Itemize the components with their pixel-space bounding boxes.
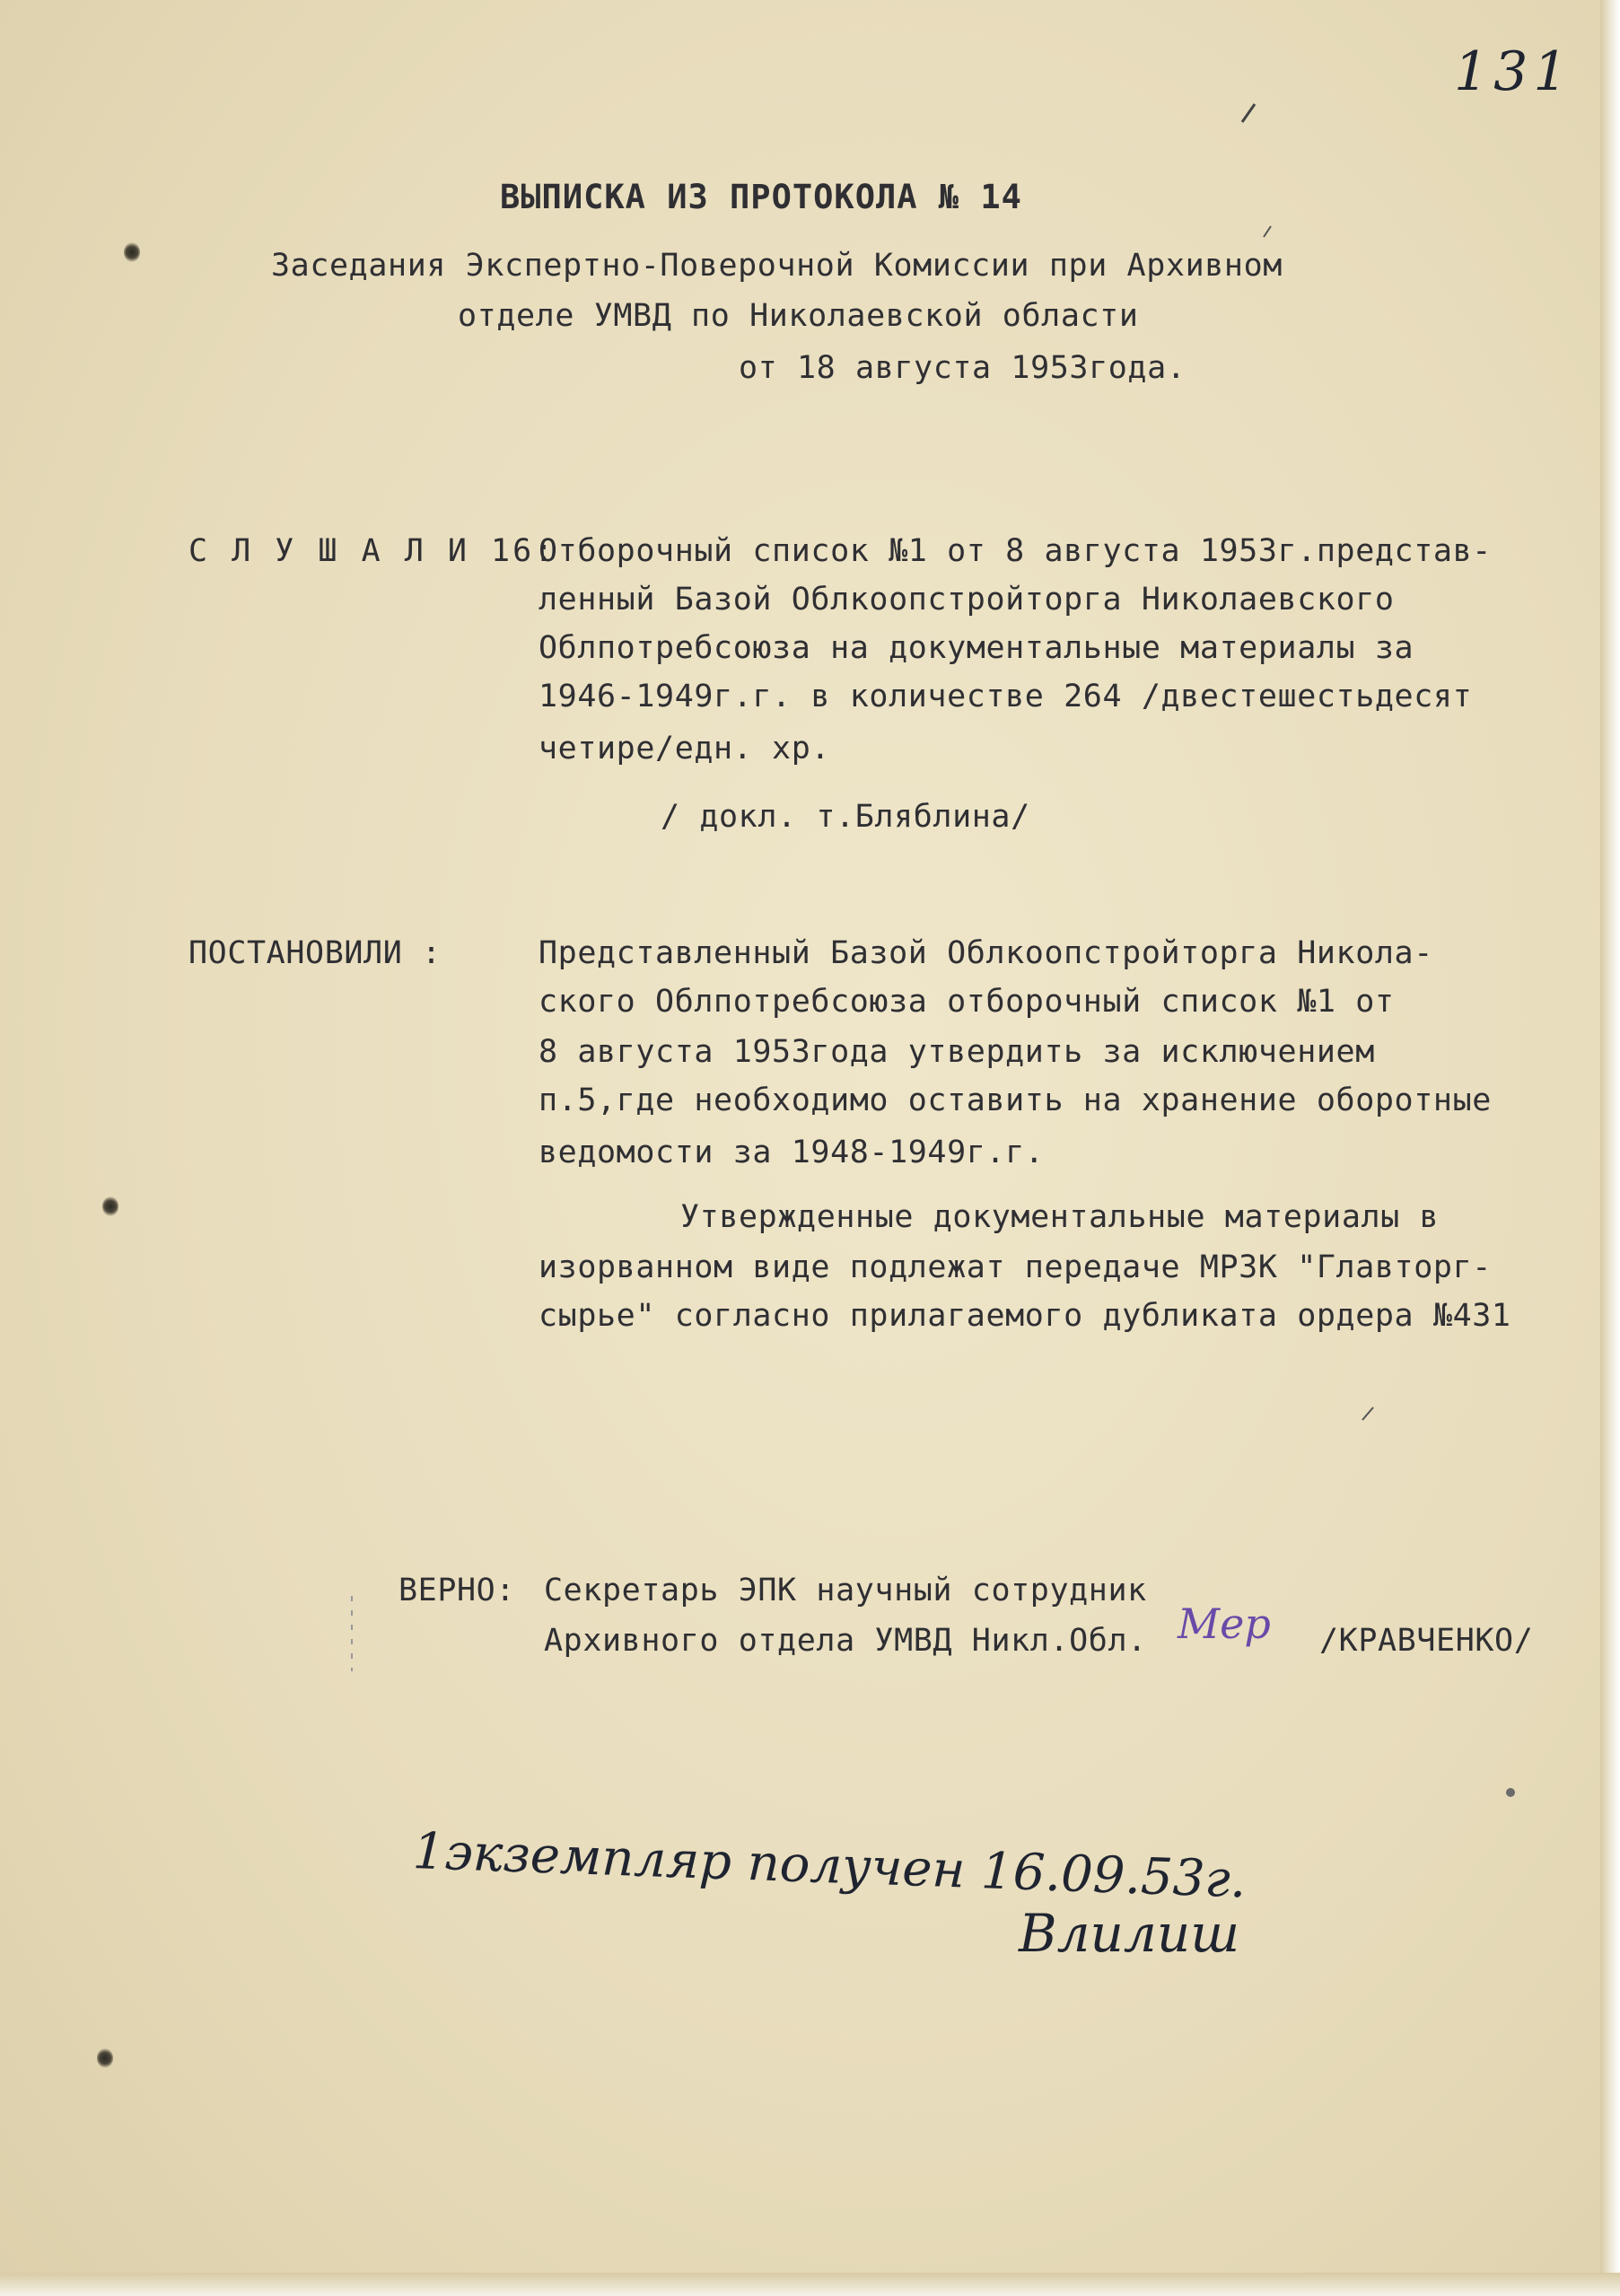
heard-label: С Л У Ш А Л И 16:	[188, 533, 556, 569]
decided-para2-line-2: изорванном виде подлежат передаче МРЗК "Главторг-	[539, 1249, 1492, 1285]
certification-line-1: Секретарь ЭПК научный сотрудник	[544, 1573, 1147, 1608]
heard-line-5: четире/едн. хр.	[539, 731, 831, 767]
certification-line-2: Архивного отдела УМВД Никл.Обл.	[544, 1623, 1147, 1659]
receipt-signature: Влилиш	[1019, 1903, 1240, 1964]
decided-para2-line-1: Утвержденные документальные материалы в	[680, 1199, 1440, 1235]
decided-line-5: ведомости за 1948-1949г.г.	[539, 1135, 1045, 1170]
heard-line-1: Отборочный список №1 от 8 августа 1953г.представ-	[539, 533, 1492, 569]
document-subtitle-line-2: отделе УМВД по Николаевской области	[458, 298, 1139, 334]
heard-line-4: 1946-1949г.г. в количестве 264 /двестешестьдесят	[539, 679, 1473, 714]
document-subtitle-line-1: Заседания Экспертно-Поверочной Комиссии при Архивном	[271, 248, 1283, 284]
certification-label: ВЕРНО:	[398, 1573, 516, 1608]
decided-label: ПОСТАНОВИЛИ :	[188, 935, 442, 971]
heard-line-2: ленный Базой Облкоопстройторга Николаевского	[539, 582, 1395, 618]
heard-line-3: Облпотребсоюза на документальные материалы за	[539, 630, 1414, 666]
decided-line-4: п.5,где необходимо оставить на хранение оборотные	[539, 1082, 1492, 1118]
document-date: от 18 августа 1953года.	[739, 350, 1187, 386]
decided-line-3: 8 августа 1953года утвердить за исключением	[539, 1034, 1375, 1070]
secretary-name: /КРАВЧЕНКО/	[1319, 1623, 1534, 1659]
secretary-signature: Мер	[1178, 1599, 1271, 1648]
decided-line-1: Представленный Базой Облкоопстройторга Никола-	[539, 935, 1433, 971]
page-number: 131	[1454, 40, 1573, 103]
speaker-note: / докл. т.Бляблина/	[661, 799, 1030, 835]
decided-para2-line-3: сырье" согласно прилагаемого дубликата ордера №431	[539, 1298, 1511, 1334]
document-title: ВЫПИСКА ИЗ ПРОТОКОЛА № 14	[500, 178, 1022, 216]
receipt-note: 1экземпляр получен 16.09.53г.	[411, 1822, 1248, 1910]
decided-line-2: ского Облпотребсоюза отборочный список №1 от	[539, 984, 1395, 1020]
